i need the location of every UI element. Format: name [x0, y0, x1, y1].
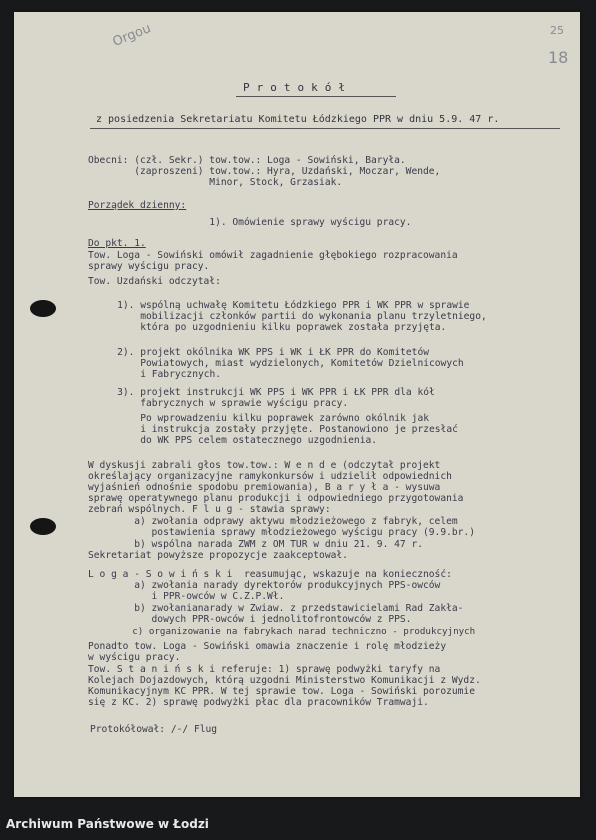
subtitle-underline [90, 128, 560, 129]
summary-line: a) zwołania narady dyrektorów produkcyjnych PPS-owców [88, 580, 441, 591]
text-line: Kolejach Dojazdowych, którą uzgodni Ministerstwo Komunikacji z Wydz. [88, 675, 481, 686]
item-1-line: mobilizacji członków partii do wykonania planu trzyletniego, [94, 311, 487, 322]
discussion-line: zebrań wspólnych. F l u g - stawia sprawy: [88, 504, 331, 515]
text-line: Tow. Loga - Sowiński omówił zagadnienie głębokiego rozpracowania [88, 250, 458, 261]
text-line: Po wprowadzeniu kilku poprawek zarówno okólnik jak [94, 413, 430, 424]
discussion-line: postawienia sprawy młodzieżowego wyścigu pracy (9.9.br.) [88, 527, 475, 538]
signature-line: Protokółował: /-/ Flug [90, 724, 218, 735]
item-2-line: i Fabrycznych. [94, 369, 222, 380]
item-2-line: Powiatowych, miast wydzielonych, Komitetów Dzielnicowych [94, 358, 464, 369]
present-line-3: Minor, Stock, Grzasiak. [88, 177, 343, 188]
text-line: w wyścigu pracy. [88, 652, 181, 663]
present-line-2: (zaproszeni) tow.tow.: Hyra, Uzdański, Moczar, Wende, [88, 166, 441, 177]
summary-line: L o g a - S o w i ń s k i reasumując, wskazuje na konieczność: [88, 569, 452, 580]
archive-name: Archiwum Państwowe w Łodzi [6, 817, 209, 831]
discussion-line: a) zwołania odprawy aktywu młodzieżowego z fabryk, celem [88, 516, 458, 527]
point-1-heading: Do pkt. 1. [88, 238, 146, 249]
item-1-line: która po uzgodnieniu kilku poprawek została przyjęta. [94, 322, 447, 333]
text-line: sprawy wyścigu pracy. [88, 261, 210, 272]
summary-line: b) zwołanianarady w Zwiaw. z przedstawicielami Rad Zakła- [88, 603, 464, 614]
present-line-1: Obecni: (czł. Sekr.) tow.tow.: Loga - Sowiński, Baryła. [88, 155, 406, 166]
summary-line: dowych PPR-owców i jednolitofrontowców z PPS. [88, 614, 412, 625]
text-line: Ponadto tow. Loga - Sowiński omawia znaczenie i rolę młodzieży [88, 641, 447, 652]
discussion-line: wyjaśnień odnośnie spodobu premiowania), B a r y ł a - wysuwa [88, 482, 441, 493]
text-line: się z KC. 2) sprawę podwyżki płac dla pracowników Tramwaji. [88, 697, 429, 708]
text-line: Tow. Uzdański odczytał: [88, 276, 221, 287]
item-3-line: fabrycznych w sprawie wyścigu pracy. [94, 398, 349, 409]
item-2-line: 2). projekt okólnika WK PPS i WK i ŁK PPR do Komitetów [94, 347, 430, 358]
pencil-note-right-top: 25 [550, 24, 564, 37]
agenda-item-1: 1). Omówienie sprawy wyścigu pracy. [88, 217, 412, 228]
text-line: i instrukcja zostały przyjęte. Postanowiono je przesłać [94, 424, 458, 435]
text-line: do WK PPS celem ostatecznego uzgodnienia. [94, 435, 378, 446]
discussion-line: b) wspólna narada ZWM z OM TUR w dniu 21. 9. 47 r. [88, 539, 424, 550]
text-line: Tow. S t a n i ń s k i referuje: 1) sprawę podwyżki taryfy na [88, 664, 441, 675]
punch-hole-bottom [30, 518, 56, 535]
item-1-line: 1). wspólną uchwałę Komitetu Łódzkiego PPR i WK PPR w sprawie [94, 300, 470, 311]
document-subtitle: z posiedzenia Sekretariatu Komitetu Łódzkiego PPR w dniu 5.9. 47 r. [96, 114, 500, 125]
text-line: Komunikacyjnym KC PPR. W tej sprawie tow. Loga - Sowiński porozumie [88, 686, 475, 697]
discussion-line: określający organizacyjne ramykonkursów i udzielił odpowiednich [88, 471, 452, 482]
archive-footer [0, 806, 596, 840]
item-3-line: 3). projekt instrukcji WK PPS i WK PPR i ŁK PPR dla kół [94, 387, 435, 398]
punch-hole-top [30, 300, 56, 317]
summary-line: c) organizowanie na fabrykach narad techniczno - produkcyjnych [88, 626, 476, 637]
title-underline [236, 96, 396, 97]
summary-line: i PPR-owców w C.Z.P.Wł. [88, 591, 285, 602]
pencil-note-right: 18 [548, 48, 569, 67]
discussion-line: W dyskusji zabrali głos tow.tow.: W e n d e (odczytał projekt [88, 460, 441, 471]
pencil-note-left: Orgou [110, 21, 154, 50]
document-title: Protokół [243, 81, 352, 94]
agenda-heading: Porządek dzienny: [88, 200, 187, 211]
discussion-line: sprawę operatywnego planu produkcji i odpowiedniego przygotowania [88, 493, 464, 504]
discussion-line: Sekretariat powyższe propozycje zaakceptował. [88, 550, 348, 561]
